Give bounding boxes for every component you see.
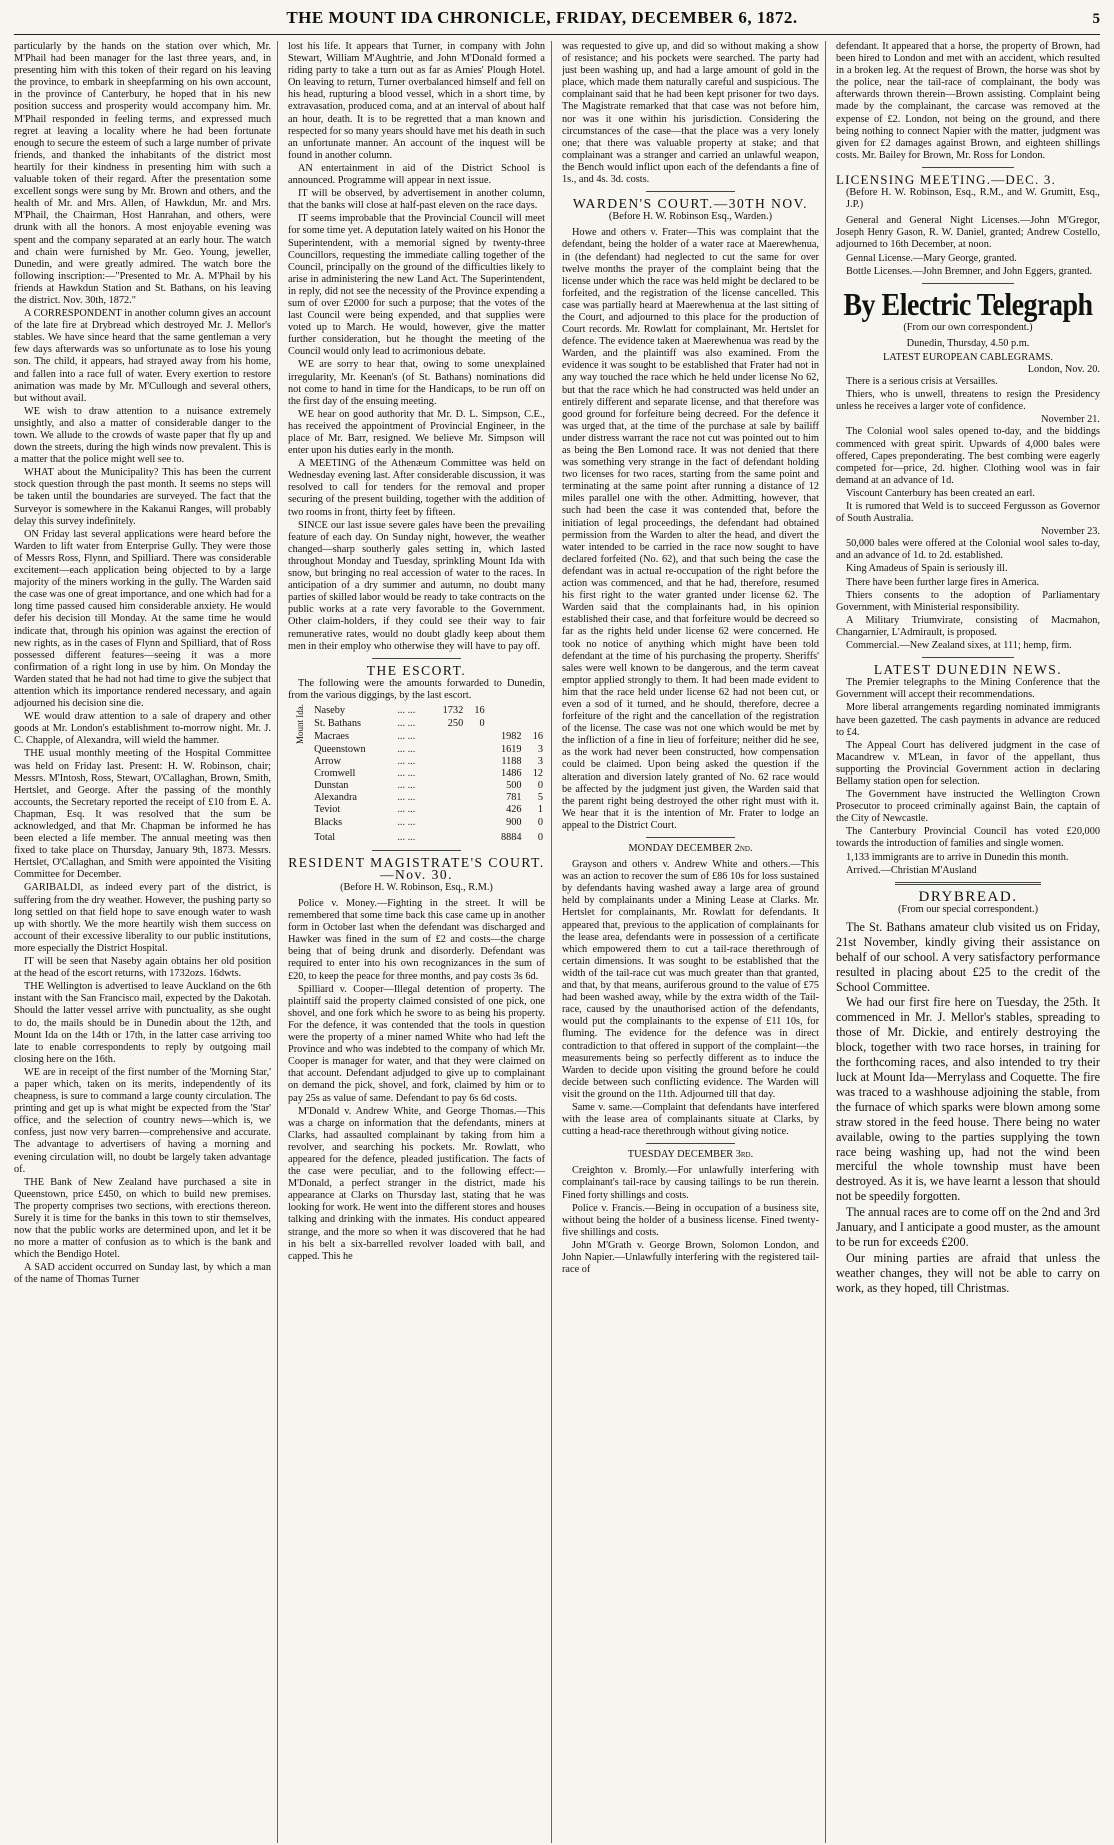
news-item: The Premier telegraphs to the Mining Conference that the Government will accept their recommendations.: [836, 677, 1100, 701]
news-item: It is rumored that Weld is to succeed Fergusson as Governor of South Australia.: [836, 501, 1100, 525]
escort-leader-dots: ... ...: [397, 831, 416, 843]
column-1: [14, 41, 278, 1843]
article-paragraph: IT seems improbable that the Provincial Council will meet for some time yet. A deputation lately waited on his Honor the Superintendent, with a memorial signed by twenty-three Councillors, requesting the immediate calling together of the Council, principally on the ground of the difficulties likely to arise in administering the new Land Act. The Superintendent, in reply, did not see the necessity of the Province expending a sum of over £2000 for such a purpose; that the votes of the last Council were being expended, and that supplies were voted up to March. He would, however, give the matter further consideration, but he thought the meeting of the Council would only lead to acrimonious debate.: [288, 213, 545, 358]
cablegrams-heading: LATEST EUROPEAN CABLEGRAMS.: [882, 351, 1053, 363]
escort-place: Dunstan: [314, 780, 349, 792]
escort-dwt: 5: [537, 792, 543, 804]
article-paragraph: Creighton v. Bromly.—For unlawfully interfering with complainant's tail-race by causing tailings to be run therein. Fined forty shillings and costs.: [562, 1165, 819, 1201]
escort-dwt: 1: [537, 804, 543, 816]
escort-table: [288, 704, 545, 844]
licensing-subheading: (Before H. W. Robinson, Esq., R.M., and W. Grumitt, Esq., J.P.): [846, 187, 1100, 211]
escort-dwt: 0: [479, 717, 485, 729]
resident-court-heading: RESIDENT MAGISTRATE'S COURT.—Nov. 30.: [288, 854, 545, 882]
dunedin-news-heading: LATEST DUNEDIN NEWS.: [873, 662, 1063, 678]
warden-court-heading: WARDEN'S COURT.—30TH NOV.: [572, 196, 809, 212]
escort-leader-dots: ... ...: [397, 743, 416, 755]
resident-court-subheading: (Before H. W. Robinson, Esq., R.M.): [340, 881, 493, 893]
escort-total-label: Total: [314, 831, 336, 843]
telegraph-heading: By Electric Telegraph: [843, 287, 1093, 323]
article-paragraph: WE are in receipt of the first number of the 'Morning Star,' a paper which, taken on its merits, independently of its cheapness, is sure to command a large county circulation. The printing and get up is what might be expected from the 'Star' office, and the selection of country news—which is, we confess, just now very barren—comprehensive and accurate. The advantage to advertisers of having a morning and evening circulation will, no doubt be largely taken advantage of.: [14, 1066, 271, 1175]
section-divider: [646, 191, 736, 192]
article-paragraph: Bottle Licenses.—John Bremner, and John Eggers, granted.: [846, 265, 1093, 277]
escort-oz: 426: [506, 804, 522, 816]
section-divider: [646, 1143, 736, 1144]
column-4: [836, 41, 1100, 1843]
table-row: [288, 768, 545, 780]
article-paragraph: Same v. same.—Complaint that defendants have interfered with the lease area of complainants situate at Clarks, by cutting a head-race therethrough without giving notice.: [562, 1101, 819, 1138]
table-row: [288, 744, 545, 756]
section-divider: [922, 283, 1014, 284]
escort-place: Blacks: [314, 816, 343, 828]
escort-leader-dots: ... ...: [397, 731, 416, 743]
article-paragraph: John M'Grath v. George Brown, Solomon London, and John Napier.—Unlawfully interfering with the registered tail-race of: [562, 1239, 819, 1276]
page-number: 5: [1092, 11, 1100, 27]
article-paragraph: SINCE our last issue severe gales have been the prevailing feature of each day. On Sunday night, however, the weather changed—sharp southerly gales setting in, which lasted throughout Monday and Tuesday, sprinkling Mount Ida with snow, but bringing no real accession of water to the races. In anticipation of a dry summer and autumn, no doubt many parties of skilled labor would be ready to take contracts on the public works at a rate very favorable to the Government. Other claim-holders, if they could see their way to fair remunerative rates, would no doubt gladly keep about them men in their employ who otherwise they will have to pay off.: [288, 519, 545, 652]
escort-intro: The following were the amounts forwarded to Dunedin, from the various diggings, by the last escort.: [288, 677, 545, 701]
escort-leader-dots: ... ...: [397, 756, 416, 768]
article-paragraph: was requested to give up, and did so without making a show of resistance; and his pockets were searched. The party had just been washing up, and had a large amount of gold in the place, which made them naturally careful and suspicious. The complainant said that he had been kept prisoner for two days. The Magistrate remarked that that case was not before him, nor was it one within his jurisdiction. Considering the circumstances of the case—that the place was a very lonely one; that there was valuable property at stake; and that complainant was a stranger and carried an unlawful weapon, the Bench would inflict upon each of the defendants a fine of 1s., and 4s. 3d. costs.: [562, 41, 819, 186]
telegraph-dateline: Dunedin, Thursday, 4.50 p.m.: [906, 337, 1030, 349]
article-paragraph: A SAD accident occurred on Sunday last, by which a man of the name of Thomas Turner: [14, 1262, 271, 1286]
article-paragraph: Gennal License.—Mary George, granted.: [846, 252, 1017, 264]
table-row: [288, 780, 545, 792]
escort-place: Macraes: [314, 731, 349, 743]
escort-leader-dots: ... ...: [397, 704, 416, 716]
drybread-subheading: (From our special correspondent.): [897, 903, 1039, 915]
escort-place: St. Bathans: [314, 717, 362, 729]
article-paragraph: WE hear on good authority that Mr. D. L. Simpson, C.E., has received the appointment of Provincial Engineer, in the place of Mr. Barr, resigned. We believe Mr. Simpson will enter upon his duties early in the month.: [288, 408, 545, 457]
table-row: [288, 717, 545, 730]
escort-place: Teviot: [314, 804, 341, 816]
table-row: [288, 756, 545, 768]
article-paragraph: Grayson and others v. Andrew White and others.—This was an action to recover the sum of £86 10s for loss sustained by defendants having washed away a large area of ground held by complainants under a Mining Lease at Clarks. Mr. Hertslet for complainants, Mr. Rowlatt for defendants. It appeared that, previous to the application of complainants for the lease area, defendants were in possession of a certificate which empowered them to cut a tail-race therethrough of certain dimensions. It was sought to be established that the width of the tail-race cut was much greater than that granted, and that, by that means, auriferous ground to the value of £75 had been washed away, while by the extra width of the Tail-race, caused by the unauthorised action of the defendants, would put the complainants to the expense of £11 10s, for fluming. The evidence for the defence was in direct contradiction to that offered in support of the complaint—the measurements being so perfectly different as to induce the Warden to decide upon visiting the ground before he could decide between such conflicting evidence. The Warden will visit the ground on the 11th. Adjourned till that day.: [562, 859, 819, 1100]
table-row-total: [288, 829, 545, 844]
section-divider: [895, 882, 1040, 885]
table-row: [288, 817, 545, 829]
masthead-title: THE MOUNT IDA CHRONICLE, FRIDAY, DECEMBER 6, 1872.: [286, 8, 798, 27]
article-paragraph: WHAT about the Municipality? This has been the current stock question through the past month. It seems no steps will be taken until the boundaries are surveyed. The fact that the Surveyor is somewhere in the Kakanui Ranges, will probably delay this survey indefinitely.: [14, 467, 271, 527]
escort-dwt: 0: [537, 780, 543, 792]
escort-dwt: 0: [537, 816, 543, 828]
article-paragraph: particularly by the hands on the station over which, Mr. M'Phail had been manager for the last three years, and, in presenting him with this token of their regard on his leaving the province, to embark in sheepfarming on his own account, in the province of Canterbury, he hoped that in his new position success and prosperity would accompany him. Mr. M'Phail responded in feeling terms, and expressed much regret at leaving a locality where he had been fortunate enough to secure the esteem of such a large number of private friends, and thanked the inhabitants of the district most heartily for their kindness in presenting him with such a valuable token of their regard. After the presentation some excellent songs were sung by Mr. Brown and others, and the health of Mr. and Mrs. Allen, of Hawkdun, Mr. and Mrs. M'Phail, the Chairman, Host Hanrahan, and others, were drunk with all the honors. A most enjoyable evening was spent and the company separated at an early hour. The watch and chain were furnished by Mr. Geo. Young, jeweller, Dunedin, and were greatly admired. The watch bore the following inscription:—"Presented to Mr. A. M'Phail by his friends at Hawkdun Station and St. Bathans, on his leaving the district. Nov. 30th, 1872.": [14, 41, 271, 306]
article-paragraph: Police v. Francis.—Being in occupation of a business site, without being the holder of a business license. Fined twenty-five shillings and costs.: [562, 1202, 819, 1238]
escort-place: Naseby: [314, 704, 346, 716]
news-item: The Canterbury Provincial Council has voted £20,000 towards the introduction of families and single women.: [836, 826, 1100, 850]
table-row: [288, 731, 545, 744]
escort-place: Queenstown: [314, 743, 366, 755]
section-divider: [372, 850, 462, 851]
licensing-heading: LICENSING MEETING.—DEC. 3.: [836, 171, 1057, 187]
news-item: Viscount Canterbury has been created an earl.: [846, 487, 1035, 499]
escort-dwt: 3: [537, 743, 543, 755]
news-item: There have been further large fires in America.: [846, 576, 1040, 588]
article-paragraph: Police v. Money.—Fighting in the street. It will be remembered that some time back this case came up in another form in October last when the defendant was discharged and Hawker was fined in the sum of £2 and costs—the charge being that of being drunk and disorderly. Defendant was required to enter into his own recognizances in the sum of £20, to keep the peace for three months, and pay costs 3s 6d.: [288, 898, 545, 982]
news-item: A Military Triumvirate, consisting of Macmahon, Changarnier, L'Admirault, is proposed.: [836, 614, 1100, 638]
news-item: Arrived.—Christian M'Ausland: [846, 864, 977, 876]
article-paragraph: IT will be seen that Naseby again obtains her old position at the head of the escort returns, with 1732ozs. 16dwts.: [14, 956, 271, 980]
article-paragraph: ON Friday last several applications were heard before the Warden to lift water from Enterprise Gully. They were those of Messrs Ross, Flynn, and Spilliard. There was considerable excitement—each application being objected to by a large majority of the miners working in the gully. The Warden said the case was one of great importance, and one which had for a long time passed caused him considerable anxiety. He would defer his decision till Monday. At the same time he would indicate that, through his opinion was against the erection of new rights, as in the cases of Flynn and Spilliard, that of Ross possessed different features—seeing it was a more confirmation of a right long in use by him. On Monday the Warden stated that he had not had time to give the subject that attention which its importance rendered necessary, and again adjourned his decision sine die.: [14, 528, 271, 710]
escort-leader-dots: ... ...: [397, 804, 416, 816]
article-paragraph: A CORRESPONDENT in another column gives an account of the late fire at Drybread which destroyed Mr. J. Mellor's stables. We have since heard that the same gentleman a very few days afterwards was so unfortunate as to lose his young son. The child, it appears, had strayed away from his home, and fallen into a race full of water. Every exertion to restore animation was made by Mr. M'Cullough and several others, but without avail.: [14, 308, 271, 404]
article-paragraph: defendant. It appeared that a horse, the property of Brown, had been hired to London and met with an accident, which resulted in a broken leg. At the request of Brown, the horse was shot by the police, near the tail-race of complainant, the body was afterwards thrown therein—Brown assisting. Complaint being made by the complainant, the carcase was removed at the expense of £2. London, not being on the ground, and there being nothing to connect Napier with the matter, judgment was given for £2 damages against Brown, and eighteen shillings costs. Mr. Bailey for Brown, Mr. Ross for London.: [836, 41, 1100, 161]
news-item: The Government have instructed the Wellington Crown Prosecutor to proceed criminally against Bain, the captain of the City of Newcastle.: [836, 789, 1100, 825]
article-paragraph: The St. Bathans amateur club visited us on Friday, 21st November, kindly giving their assistance on behalf of our school. A very satisfactory performance resulted in placing about £25 to the credit of the School Committee.: [836, 919, 1100, 994]
article-paragraph: WE would draw attention to a sale of drapery and other goods at Mr. London's establishment to-morrow night. Mr. J. C. Chapple, of Alexandra, will wield the hammer.: [14, 711, 271, 747]
escort-leader-dots: ... ...: [397, 792, 416, 804]
escort-dwt: [465, 731, 486, 744]
escort-group-label: Mount Ida.: [295, 703, 306, 744]
escort-total-oz: 8884: [500, 831, 522, 843]
tuesday-heading: TUESDAY DECEMBER 3rd.: [627, 1149, 754, 1161]
escort-dwt: 3: [537, 756, 543, 768]
news-date: November 23.: [1041, 526, 1100, 538]
column-3: [562, 41, 826, 1843]
article-paragraph: Howe and others v. Frater—This was complaint that the defendant, being the holder of a water race at Maerewhenua, in (the defendant) had neglected to cut the same for over twelve months the prayer of the complaint being that the license under which the race was held might be declared to be forfeited, and the registration of the license cancelled. This case was partially heard at Maerewhenua at the last sitting of the Court, and adjourned to this place for the production of Court records. Mr. Rowlatt for complainant, Mr. Hertslet for defence. The evidence taken at Maerewhenua was read by the Warden, and the plaintiff was also examined. From the evidence it was sought to be established that Frater had not in any way touched the race which he held under license No 62, but that the race which he had constructed was held under an entirely different and separate license, and that therefore was good ground for forfeiture being decreed. For the defence it was urged that, at the time of the purchase at sale by bailiff under distress warrant the race not cut was pointed out to him as being the Ben Lomond race. It was not denied that there was something very strange in the fact of defendant holding two licenses for two races, starting from the same point and terminating at the same point after running a distance of 12 miles parallel one with the other. Admitting, however, that such had been the case it was contended that, before the initiation of legal proceedings, the defendant had obtained permission from the Warden to alter the head, and divert the water intended to be carried in the race now sought to have declared forfeited (No. 62), and that such being the case the defendant was in actual re-occupation of the right before the action was commenced, and that he had, therefore, resumed his first right to the water granted under license 62. The Warden said that the complainants had, in his opinion established their case, and that forfeiture would be decreed so far as the rights held under license 62 were concerned. He took no notice of anything which might have been told defendant at the time of his purchasing the property. Sheriffs' sales were well known to be dangerous, and the term caveat emptor applied strongly to them. It had been made evident to him that the race held under license 62 had not been cut, or even a sod of it turned, and he should, therefore, decree a forfeiture of the right and the cancellation of the registration of the license. The case was not one which would be met by the infliction of a fine in lieu of forfeiture; neither did he see, as the work had never been constructed, how compensation could be claimed. Upon being asked the question if the alteration and diversion lately granted of No. 62 race would be affected by the judgment just given, the Warden said that the parent right being destroyed the other right must with it. We hear that it is the intention of Mr. Frater to lodge an appeal to the District Court.: [562, 227, 819, 831]
article-paragraph: Our mining parties are afraid that unless the weather changes, they will not be able to carry on work, as they hoped, till Christmas.: [836, 1250, 1100, 1295]
escort-oz: 500: [506, 780, 522, 792]
table-row: [288, 792, 545, 804]
news-item: Thiers, who is unwell, threatens to resign the Presidency unless he receives a larger vote of confidence.: [836, 389, 1100, 413]
telegraph-subheading: (From our own correspondent.): [903, 321, 1033, 333]
news-item: The Colonial wool sales opened to-day, and the biddings commenced with great spirit. Upwards of 4,000 bales were offered, Capes preponderating. The best combing were eagerly competed for—price, 2d. higher. Clothing wool was in fair demand at an advance of 1d.: [836, 426, 1100, 486]
escort-group-total-dwt: 16: [532, 731, 543, 743]
news-item: Commercial.—New Zealand sixes, at 111; hemp, firm.: [846, 640, 1072, 652]
section-divider: [646, 837, 736, 838]
escort-dwt: 16: [474, 704, 485, 716]
article-paragraph: THE Bank of New Zealand have purchased a site in Queenstown, price £450, on which to build new premises. The property comprises two sections, with erections thereon. Surely it is time for the banks in this town to stir themselves, now that the public works are determined upon, and let it be no more a matter of confusion as to which is the bank and which the Bendigo Hotel.: [14, 1176, 271, 1261]
escort-oz: 250: [447, 717, 464, 729]
escort-place: Cromwell: [314, 768, 356, 780]
table-row: [288, 704, 545, 717]
drybread-heading: DRYBREAD.: [918, 888, 1018, 905]
article-paragraph: AN entertainment in aid of the District School is announced. Programme will appear in next issue.: [288, 162, 545, 187]
article-paragraph: GARIBALDI, as indeed every part of the district, is suffering from the dry weather. However, the pushing party so long settled on that field hope to save enough water to wash up with shortly. We the more heartily wish them success on account of their excessive liberality to our public institutions, more especially the District Hospital.: [14, 882, 271, 954]
article-paragraph: A MEETING of the Athenæum Committee was held on Wednesday evening last. After considerable discussion, it was resolved to call for tenders for the removal and proper securing of the present building, together with the addition of two rooms in front, thirty feet by fifteen.: [288, 458, 545, 518]
news-item: More liberal arrangements regarding nominated immigrants have been gazetted. The cash payments in advance are reduced to £4.: [836, 702, 1100, 738]
escort-leader-dots: ... ...: [397, 717, 416, 729]
news-date: November 21.: [1041, 414, 1100, 426]
article-paragraph: WE wish to draw attention to a nuisance extremely unsightly, and also a matter of considerable danger to the town. We allude to the crowds of waste paper that fly up and down the streets, during the high winds now prevalent. This is a matter that the police might well see to.: [14, 405, 271, 466]
escort-group-total-oz: 1982: [500, 731, 522, 743]
escort-total-dwt: 0: [537, 831, 543, 843]
escort-heading: THE ESCORT.: [366, 662, 467, 678]
article-paragraph: The annual races are to come off on the 2nd and 3rd January, and I anticipate a good muster, as the amount to be run for exceeds £200.: [836, 1205, 1100, 1249]
article-paragraph: M'Donald v. Andrew White, and George Thomas.—This was a charge on information that the defendants, miners at Clarks, had assaulted complainant by taking from him a revolver, and searching his pockets. Mr. Rowlatt, who appeared for the defence, pleaded justification. The facts of the case were peculiar, and to the following effect:—M'Donald, a perfect stranger in the district, made his appearance at Clarks on Thursday last, stating that he was looking for work. He went into the different stores and houses talking and drinking with the inmates. His conduct appeared strange, and the more so when it was discovered that he had in his belt a six-barrelled revolver loaded with ball, and capped. This he: [288, 1105, 545, 1262]
escort-oz: 900: [506, 816, 522, 828]
news-item: There is a serious crisis at Versailles.: [846, 376, 998, 388]
news-item: 50,000 bales were offered at the Colonial wool sales to-day, and an advance of 1d. to 2d. established.: [836, 538, 1100, 562]
news-item: 1,133 immigrants are to arrive in Dunedin this month.: [846, 851, 1069, 863]
escort-oz: 1188: [501, 756, 522, 768]
article-paragraph: WE are sorry to hear that, owing to some unexplained irregularity, Mr. Keenan's (of St. Bathans) nominations did not come to hand in time for the Handicaps, to be run off on the first day of the ensuing meeting.: [288, 359, 545, 407]
cablegrams-place: London, Nov. 20.: [1027, 363, 1100, 375]
escort-oz: [428, 731, 465, 744]
article-paragraph: Spilliard v. Cooper—Illegal detention of property. The plaintiff said the property claimed consisted of one pick, one shovel, and one fork which he swore to as being his property. For the defence, it was contended that the tools in question were the property of a miner named White who had left the Province and who was indebted to the company of which Mr. Cooper is manager for water, and that they were claimed on that account. Defendant adjudged to give up to complainant on demand the pick, shovel, and fork, claimed by him or to pay 25s as value of same. Defendant to pay 6s 6d costs.: [288, 983, 545, 1104]
escort-oz: 781: [506, 792, 522, 804]
news-item: King Amadeus of Spain is seriously ill.: [846, 563, 1008, 575]
news-item: Thiers consents to the adoption of Parliamentary Government, with Ministerial responsibility.: [836, 589, 1100, 613]
article-paragraph: IT will be observed, by advertisement in another column, that the banks will close at half-past eleven on the race days.: [288, 188, 545, 212]
table-row: [288, 804, 545, 816]
escort-oz: 1619: [500, 743, 522, 755]
escort-place: Alexandra: [314, 792, 358, 804]
escort-oz: 1486: [500, 768, 522, 780]
article-paragraph: lost his life. It appears that Turner, in company with John Stewart, William M'Aughtrie, and John M'Donald formed a riding party to take a turn out as far as Amies' Plough Hotel. On leaving to return, Turner overbalanced himself and fell on his head, rupturing a blood vessel, which in a short time, by extravasation, produced coma, and at an interval of about half an hour, death. It is to be regretted that a man known and respected for so many years should have met his death in such an unfortunate manner. An account of the inquest will be found in another column.: [288, 41, 545, 161]
drybread-article: [836, 920, 1100, 1296]
columns: [14, 41, 1100, 1843]
escort-place: Arrow: [314, 756, 342, 768]
monday-heading: MONDAY DECEMBER 2nd.: [628, 843, 753, 854]
article-paragraph: General and General Night Licenses.—John M'Gregor, Joseph Henry Gason, R. W. Daniel, granted; Andrew Costello, adjourned to 16th December, at noon.: [836, 215, 1100, 251]
section-divider: [372, 658, 462, 659]
article-paragraph: THE usual monthly meeting of the Hospital Committee was held on Friday last. Present: H. W. Robinson, chair; Messrs. M'Intosh, Ross, Stewart, O'Callaghan, Brown, Smith, Hertslet, and George. After the passing of the monthly accounts, the Secretary reported the receipt of £10 from E. A. Chapman, Esq. It was resolved that the sum be acknowledged, and that Mr. Chapman be informed he has been elected a life member. The annual meeting was then fixed to take place on Thursday, January 9th, 1873. Messrs. Hertslet, O'Callaghan, and Smith were appointed the Visiting Committee for December.: [14, 748, 271, 881]
warden-court-subheading: (Before H. W. Robinson Esq., Warden.): [608, 211, 773, 223]
escort-oz: 1732: [442, 704, 464, 716]
article-paragraph: THE Wellington is advertised to leave Auckland on the 6th instant with the San Francisco mail, expected by the Dakotah. Should the latter vessel arrive with punctuality, as she ought to do, the mails should be in Dunedin about the 12th, and Mount Ida on the 14th or 17th, in the latter case arriving too late to enable correspondents to reply by outgoing mail closing here on the 16th.: [14, 981, 271, 1065]
escort-leader-dots: ... ...: [397, 816, 416, 828]
section-divider: [922, 167, 1014, 168]
escort-dwt: 12: [532, 768, 543, 780]
masthead: [14, 8, 1100, 35]
column-2: [288, 41, 552, 1843]
article-paragraph: We had our first fire here on Tuesday, the 25th. It commenced in Mr. J. Mellor's stables, spreading to those of Mr. Dickie, and entirely destroying the block, together with two race horses, in training for the forthcoming races, and also intended to try their luck at Mount Ida—Merrylass and Coquette. The fire was traced to a washhouse adjoining the stable, from the furnace of which sparks were blown among some straw stored in the feed house. There being no water available, owing to the parties supplying the town race being washing up, had not the wind been merciful the whole township must have been destroyed. As it is, we have learnt a lesson that should not be speedily forgotten.: [836, 995, 1100, 1204]
section-divider: [922, 657, 1014, 658]
escort-leader-dots: ... ...: [397, 768, 416, 780]
news-item: The Appeal Court has delivered judgment in the case of Macandrew v. M'Lean, in favor of the appellant, thus supporting the Provincial Government action in declaring Bellamy station open for selection.: [836, 739, 1100, 787]
escort-leader-dots: ... ...: [397, 780, 416, 792]
